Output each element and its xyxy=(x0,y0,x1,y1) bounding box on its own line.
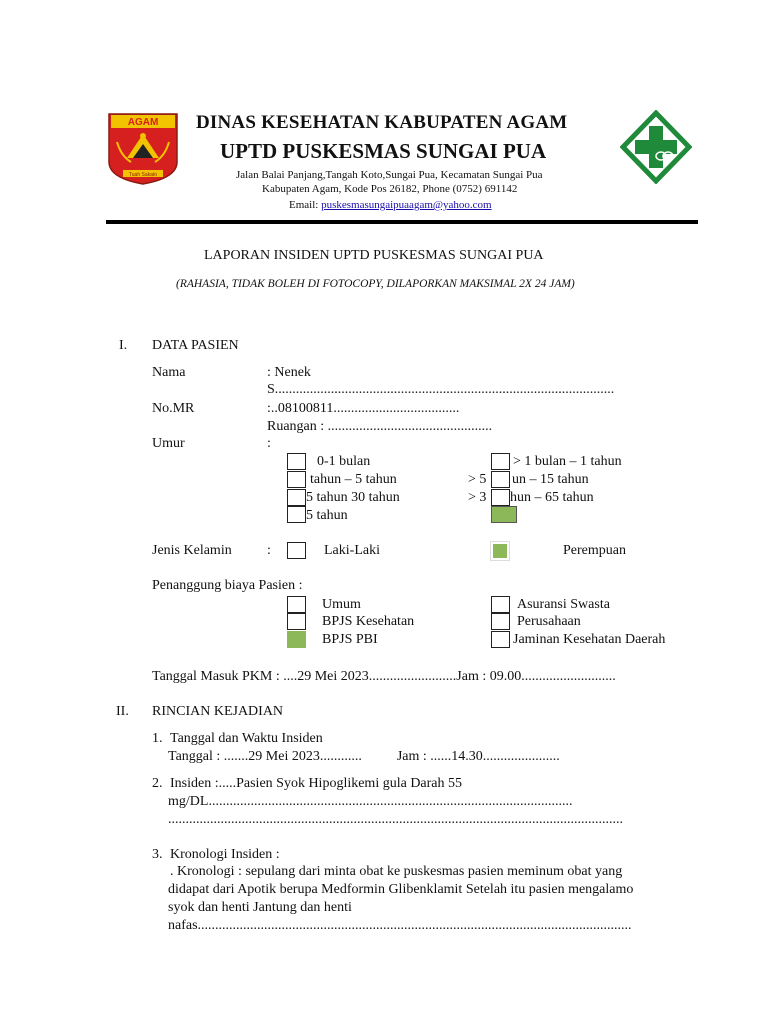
age-option-label: hun – 65 tahun xyxy=(510,490,594,505)
jenis-kelamin-label: Jenis Kelamin xyxy=(152,543,232,558)
address-line-1: Jalan Balai Panjang,Tangah Koto,Sungai Pua, Kecamatan Sungai Pua xyxy=(236,169,543,181)
agam-crest-icon xyxy=(107,112,179,186)
gender-checkbox-male[interactable] xyxy=(287,542,306,559)
age-checkbox-1-5-tahun[interactable] xyxy=(287,471,306,488)
age-checkbox-65-tahun[interactable] xyxy=(287,506,306,523)
address-line-2: Kabupaten Agam, Kode Pos 26182, Phone (0752) 691142 xyxy=(262,183,518,195)
item-1-number: 1. xyxy=(152,731,163,746)
payer-checkbox-umum[interactable] xyxy=(287,596,306,613)
age-option-label: 0-1 bulan xyxy=(317,454,371,469)
puskesmas-logo xyxy=(620,110,692,184)
item-3-line-2: didapat dari Apotik berupa Medformin Glibenklamit Setelah itu pasien mengalamo xyxy=(168,882,634,897)
report-subtitle: (RAHASIA, TIDAK BOLEH DI FOTOCOPY, DILAPORKAN MAKSIMAL 2X 24 JAM) xyxy=(176,278,575,290)
gender-male-label: Laki-Laki xyxy=(324,543,380,558)
report-title: LAPORAN INSIDEN UPTD PUSKESMAS SUNGAI PUA xyxy=(204,248,544,263)
payer-checkbox-bpjs-pbi-selected[interactable] xyxy=(287,631,306,648)
tanggal-masuk: Tanggal Masuk PKM : ....29 Mei 2023.........................Jam : 09.00........................... xyxy=(152,669,616,684)
payer-checkbox-perusahaan[interactable] xyxy=(491,613,510,630)
umur-colon: : xyxy=(267,436,271,451)
jenis-kelamin-colon: : xyxy=(267,543,271,558)
age-option-label: 5 tahun 30 tahun xyxy=(306,490,400,505)
email-line xyxy=(289,199,492,211)
section-1-title: DATA PASIEN xyxy=(152,338,239,353)
payer-checkbox-jamkesda[interactable] xyxy=(491,631,510,648)
age-option-label: tahun – 5 tahun xyxy=(310,472,397,487)
age-option-label: > 5 xyxy=(468,472,487,487)
puskesmas-cross-icon xyxy=(620,110,692,184)
age-checkbox-above-65-selected[interactable] xyxy=(491,506,517,523)
item-2-line-1: Insiden :.....Pasien Syok Hipoglikemi gula Darah 55 xyxy=(170,776,463,791)
agam-logo xyxy=(107,112,179,186)
umur-label: Umur xyxy=(152,436,185,451)
payer-checkbox-asuransi-swasta[interactable] xyxy=(491,596,510,613)
payer-option-label: Umum xyxy=(322,597,361,612)
payer-option-label: Jaminan Kesehatan Daerah xyxy=(513,632,666,647)
age-option-label: > 1 bulan – 1 tahun xyxy=(513,454,622,469)
agency-name: DINAS KESEHATAN KABUPATEN AGAM xyxy=(196,112,568,133)
logo-text: AGAM xyxy=(127,117,159,128)
logo-motto: Tuah Sakato xyxy=(128,172,158,178)
item-2-line-3: .................................................................................................................................. xyxy=(168,812,623,827)
age-checkbox-0-1-bulan[interactable] xyxy=(287,453,306,470)
item-3-line-3: syok dan henti Jantung dan henti xyxy=(168,900,352,915)
biaya-label: Penanggung biaya Pasien : xyxy=(152,578,303,593)
section-2-title: RINCIAN KEJADIAN xyxy=(152,704,284,719)
item-1-title: Tanggal dan Waktu Insiden xyxy=(170,731,323,746)
nama-value: : Nenek xyxy=(267,365,311,380)
section-1-number: I. xyxy=(119,338,128,353)
age-option-label: un – 15 tahun xyxy=(512,472,589,487)
item-2-number: 2. xyxy=(152,776,163,791)
payer-checkbox-bpjs-kesehatan[interactable] xyxy=(287,613,306,630)
payer-option-label: BPJS PBI xyxy=(322,632,378,647)
age-option-label: 5 tahun xyxy=(306,508,348,523)
email-label: Email: xyxy=(289,199,322,211)
age-checkbox-30-65-tahun[interactable] xyxy=(491,489,510,506)
age-checkbox-5-15-tahun[interactable] xyxy=(491,471,510,488)
gender-checkbox-female-selected[interactable] xyxy=(491,542,509,560)
nama-label: Nama xyxy=(152,365,186,380)
gender-female-label: Perempuan xyxy=(563,543,626,558)
nomr-value: :..08100811.................................... xyxy=(267,401,460,416)
payer-option-label: Perusahaan xyxy=(517,614,581,629)
item-3-title: Kronologi Insiden : xyxy=(170,847,280,862)
header-divider xyxy=(106,220,698,224)
email-link[interactable]: puskesmasungaipuaagam@yahoo.com xyxy=(321,199,492,211)
item-3-number: 3. xyxy=(152,847,163,862)
age-option-label: > 3 xyxy=(468,490,487,505)
nomr-label: No.MR xyxy=(152,401,195,416)
item-3-line-1: . Kronologi : sepulang dari minta obat ke puskesmas pasien meminum obat yang xyxy=(170,864,623,879)
age-checkbox-1-bulan-1-tahun[interactable] xyxy=(491,453,510,470)
item-2-line-2: mg/DL........................................................................................................ xyxy=(168,794,573,809)
payer-option-label: BPJS Kesehatan xyxy=(322,614,415,629)
section-2-number: II. xyxy=(116,704,129,719)
ruangan-value: Ruangan : ............................................... xyxy=(267,419,493,434)
unit-name: UPTD PUSKESMAS SUNGAI PUA xyxy=(220,139,547,163)
payer-option-label: Asuransi Swasta xyxy=(517,597,610,612)
item-3-line-4: nafas............................................................................................................................ xyxy=(168,918,632,933)
item-1-value: Tanggal : .......29 Mei 2023............ Jam : ......14.30...................... xyxy=(168,749,560,764)
nama-value-cont: S................................................................................................. xyxy=(267,382,615,397)
age-checkbox-15-30-tahun[interactable] xyxy=(287,489,306,506)
